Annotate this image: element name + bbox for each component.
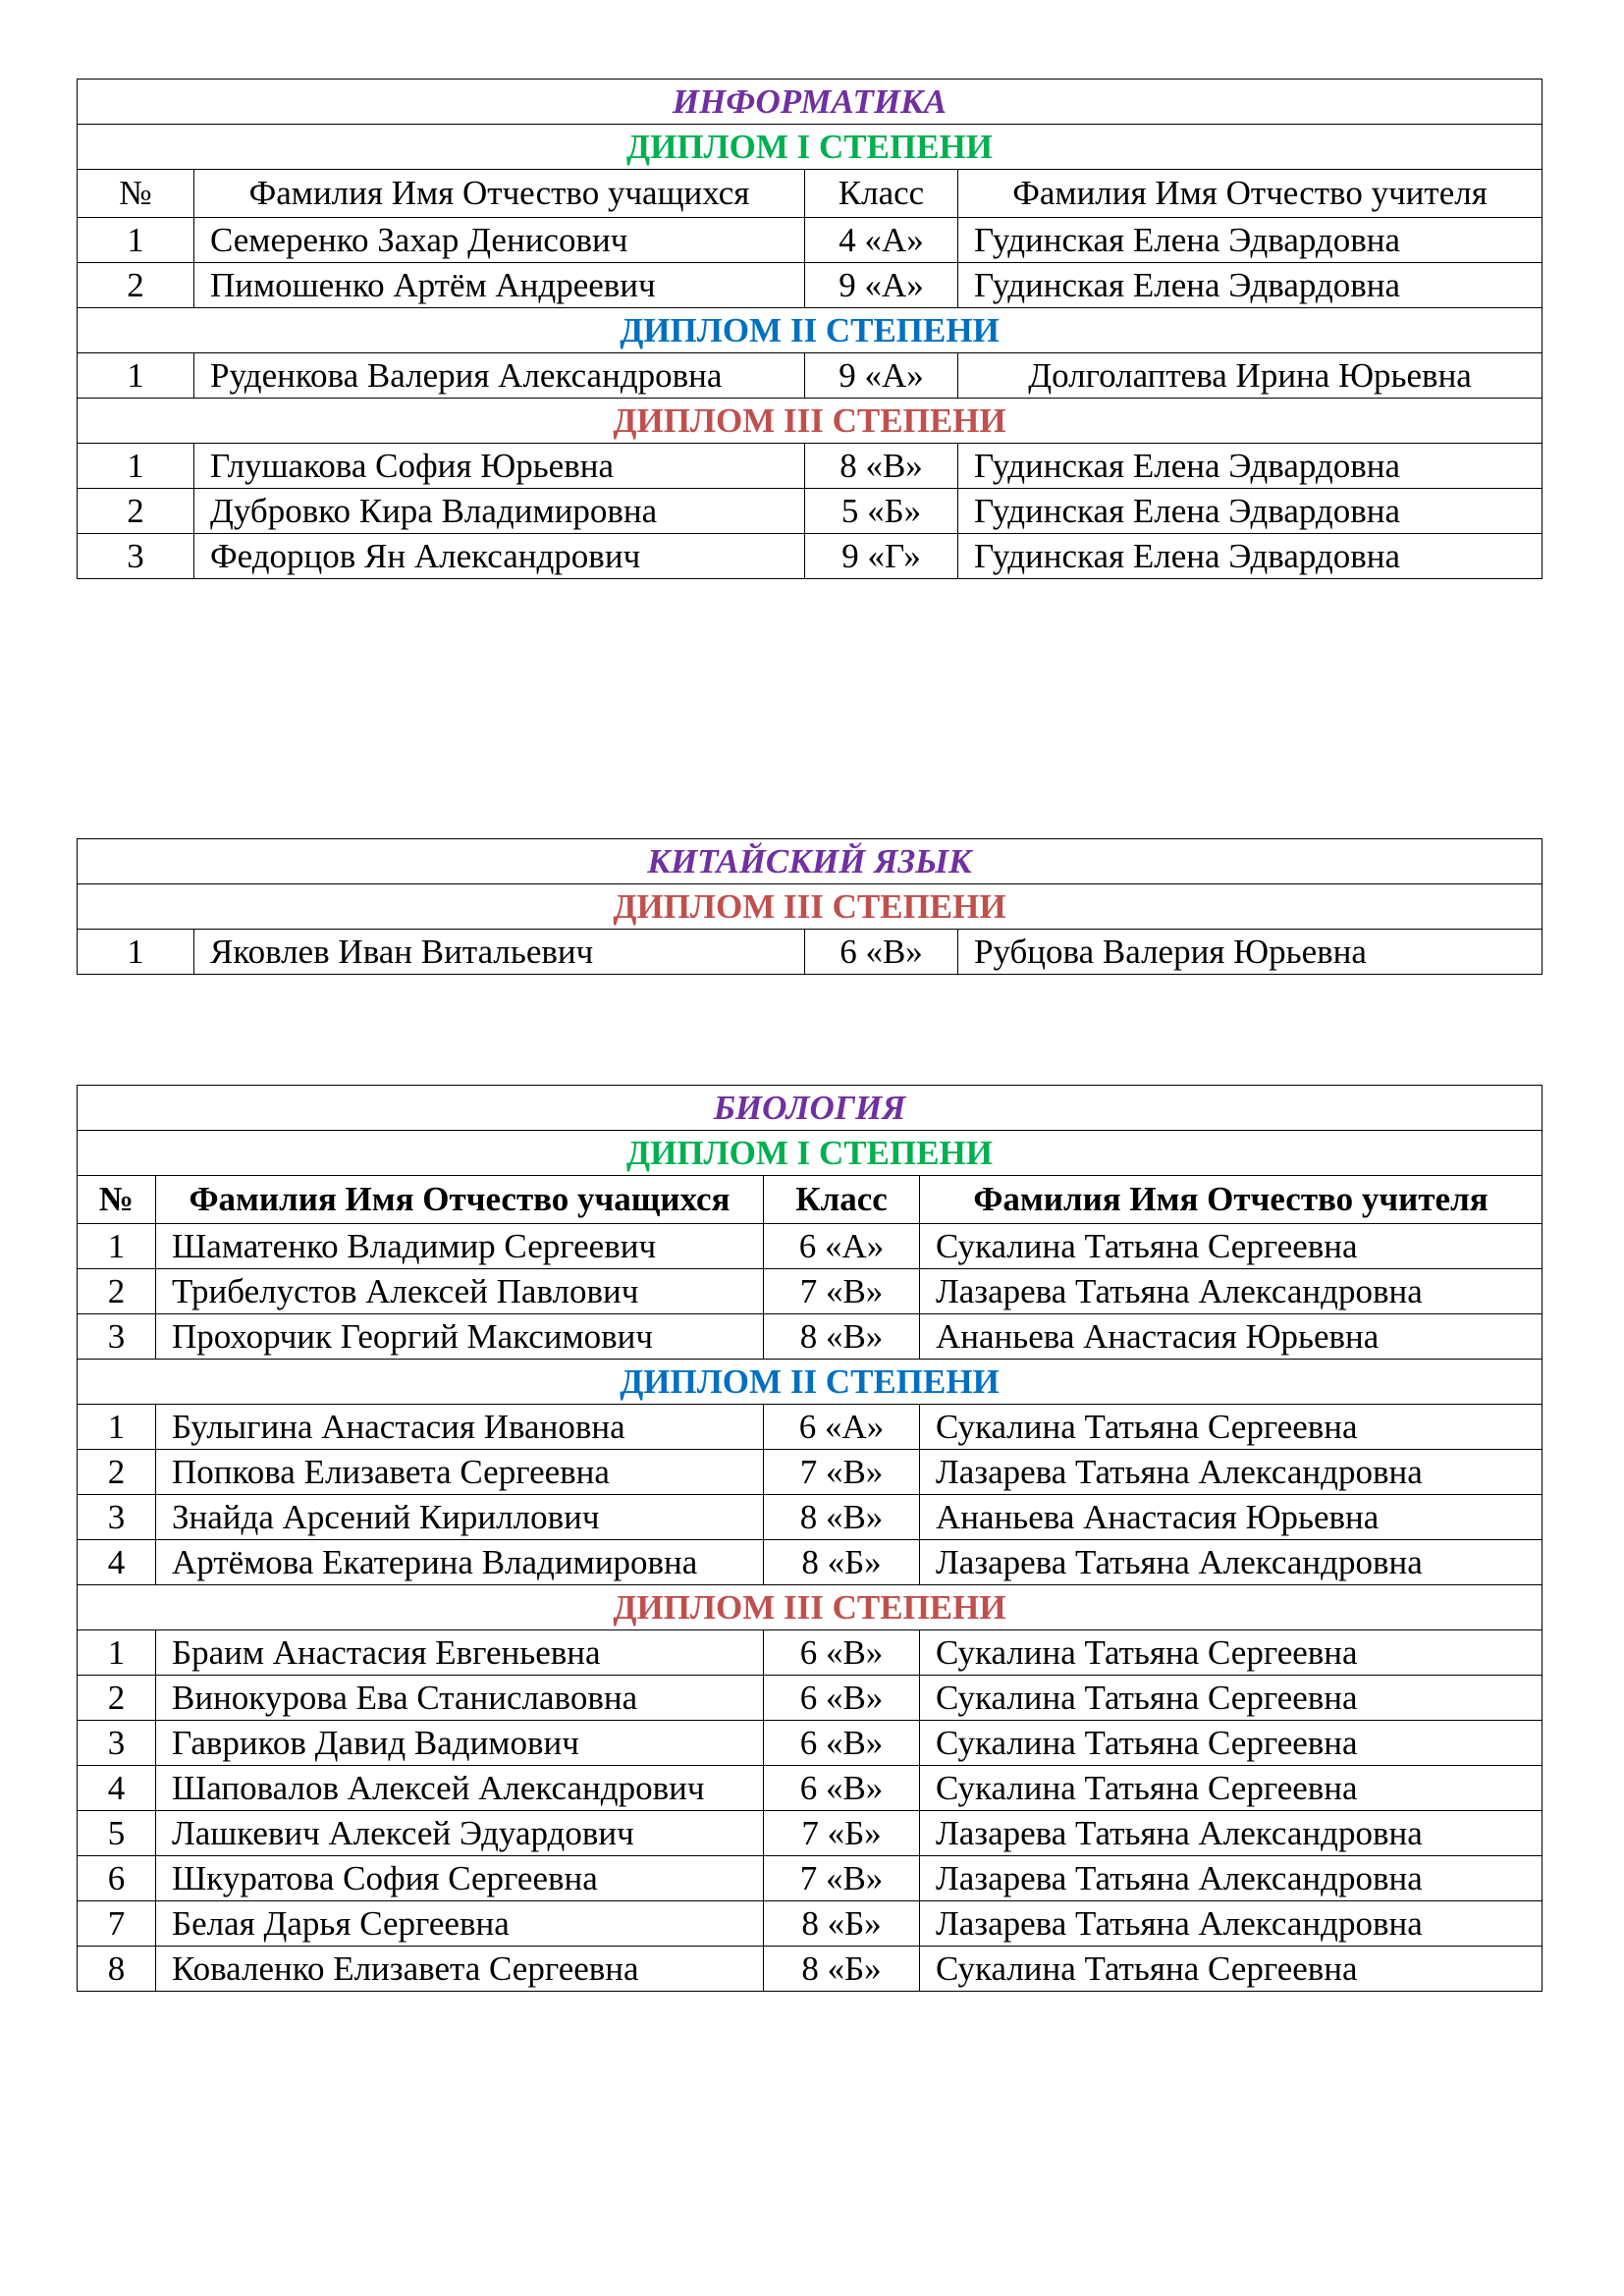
- row-student: Глушакова София Юрьевна: [194, 444, 805, 489]
- row-class: 9 «Г»: [805, 534, 958, 579]
- table-row: [78, 1947, 1543, 1992]
- table-row: [78, 218, 1543, 263]
- row-teacher: Гудинская Елена Эдвардовна: [958, 534, 1543, 579]
- row-num: 4: [78, 1766, 156, 1811]
- table-row: [78, 1405, 1543, 1450]
- row-student: Знайда Арсений Кириллович: [156, 1495, 764, 1540]
- diploma-1-heading: ДИПЛОМ I СТЕПЕНИ: [78, 125, 1543, 170]
- subject-title: КИТАЙСКИЙ ЯЗЫК: [78, 839, 1543, 884]
- diploma-2-heading: ДИПЛОМ II СТЕПЕНИ: [78, 308, 1543, 353]
- row-num: 3: [78, 1495, 156, 1540]
- header-class: Класс: [805, 170, 958, 218]
- row-teacher: Сукалина Татьяна Сергеевна: [920, 1766, 1543, 1811]
- chinese-table: [77, 838, 1543, 975]
- row-class: 9 «А»: [805, 353, 958, 399]
- row-teacher: Сукалина Татьяна Сергеевна: [920, 1405, 1543, 1450]
- row-class: 8 «В»: [764, 1495, 920, 1540]
- row-class: 6 «А»: [764, 1405, 920, 1450]
- header-num: №: [78, 170, 194, 218]
- row-student: Дубровко Кира Владимировна: [194, 489, 805, 534]
- table-row: [78, 1224, 1543, 1269]
- table-row: [78, 353, 1543, 399]
- row-class: 6 «В»: [764, 1766, 920, 1811]
- row-num: 5: [78, 1811, 156, 1856]
- row-class: 7 «В»: [764, 1856, 920, 1901]
- row-teacher: Ананьева Анастасия Юрьевна: [920, 1314, 1543, 1360]
- biology-table: [77, 1085, 1543, 1992]
- row-student: Яковлев Иван Витальевич: [194, 930, 805, 975]
- row-teacher: Гудинская Елена Эдвардовна: [958, 263, 1543, 308]
- table-row: [78, 1901, 1543, 1947]
- row-num: 7: [78, 1901, 156, 1947]
- table-row: [78, 1811, 1543, 1856]
- table-header-row: [78, 170, 1543, 218]
- row-teacher: Сукалина Татьяна Сергеевна: [920, 1947, 1543, 1992]
- row-student: Попкова Елизавета Сергеевна: [156, 1450, 764, 1495]
- row-num: 2: [78, 263, 194, 308]
- row-num: 3: [78, 534, 194, 579]
- row-student: Браим Анастасия Евгеньевна: [156, 1630, 764, 1676]
- row-teacher: Лазарева Татьяна Александровна: [920, 1811, 1543, 1856]
- row-student: Гавриков Давид Вадимович: [156, 1721, 764, 1766]
- row-class: 8 «В»: [805, 444, 958, 489]
- row-class: 4 «А»: [805, 218, 958, 263]
- row-teacher: Гудинская Елена Эдвардовна: [958, 489, 1543, 534]
- subject-title: БИОЛОГИЯ: [78, 1086, 1543, 1131]
- row-class: 7 «Б»: [764, 1811, 920, 1856]
- row-class: 9 «А»: [805, 263, 958, 308]
- row-teacher: Гудинская Елена Эдвардовна: [958, 444, 1543, 489]
- row-num: 6: [78, 1856, 156, 1901]
- table-row: [78, 1314, 1543, 1360]
- row-student: Лашкевич Алексей Эдуардович: [156, 1811, 764, 1856]
- row-teacher: Лазарева Татьяна Александровна: [920, 1856, 1543, 1901]
- table-row: [78, 1450, 1543, 1495]
- row-student: Булыгина Анастасия Ивановна: [156, 1405, 764, 1450]
- row-num: 1: [78, 1630, 156, 1676]
- row-num: 1: [78, 444, 194, 489]
- row-teacher: Лазарева Татьяна Александровна: [920, 1540, 1543, 1585]
- row-teacher: Сукалина Татьяна Сергеевна: [920, 1224, 1543, 1269]
- row-student: Шаповалов Алексей Александрович: [156, 1766, 764, 1811]
- table-row: [78, 1856, 1543, 1901]
- table-row: [78, 1495, 1543, 1540]
- row-class: 6 «В»: [805, 930, 958, 975]
- subject-title: ИНФОРМАТИКА: [78, 80, 1543, 125]
- row-teacher: Рубцова Валерия Юрьевна: [958, 930, 1543, 975]
- header-teacher: Фамилия Имя Отчество учителя: [920, 1176, 1543, 1224]
- row-num: 2: [78, 489, 194, 534]
- table-row: [78, 489, 1543, 534]
- table-row: [78, 1630, 1543, 1676]
- row-num: 1: [78, 218, 194, 263]
- header-teacher: Фамилия Имя Отчество учителя: [958, 170, 1543, 218]
- row-num: 2: [78, 1269, 156, 1314]
- row-student: Трибелустов Алексей Павлович: [156, 1269, 764, 1314]
- row-teacher: Ананьева Анастасия Юрьевна: [920, 1495, 1543, 1540]
- row-student: Шкуратова София Сергеевна: [156, 1856, 764, 1901]
- row-student: Федорцов Ян Александрович: [194, 534, 805, 579]
- row-num: 2: [78, 1450, 156, 1495]
- diploma-3-heading: ДИПЛОМ III СТЕПЕНИ: [78, 884, 1543, 930]
- row-num: 1: [78, 353, 194, 399]
- informatika-table: [77, 79, 1543, 579]
- table-row: [78, 930, 1543, 975]
- row-teacher: Сукалина Татьяна Сергеевна: [920, 1676, 1543, 1721]
- row-class: 8 «Б»: [764, 1901, 920, 1947]
- row-num: 4: [78, 1540, 156, 1585]
- row-teacher: Лазарева Татьяна Александровна: [920, 1901, 1543, 1947]
- row-class: 6 «В»: [764, 1676, 920, 1721]
- row-num: 1: [78, 930, 194, 975]
- row-student: Семеренко Захар Денисович: [194, 218, 805, 263]
- header-student: Фамилия Имя Отчество учащихся: [194, 170, 805, 218]
- row-class: 6 «В»: [764, 1630, 920, 1676]
- row-num: 2: [78, 1676, 156, 1721]
- row-class: 8 «Б»: [764, 1947, 920, 1992]
- row-num: 3: [78, 1721, 156, 1766]
- header-num: №: [78, 1176, 156, 1224]
- table-row: [78, 263, 1543, 308]
- row-student: Белая Дарья Сергеевна: [156, 1901, 764, 1947]
- table-row: [78, 1721, 1543, 1766]
- row-teacher: Долголаптева Ирина Юрьевна: [958, 353, 1543, 399]
- row-teacher: Сукалина Татьяна Сергеевна: [920, 1721, 1543, 1766]
- row-student: Артёмова Екатерина Владимировна: [156, 1540, 764, 1585]
- row-num: 8: [78, 1947, 156, 1992]
- row-teacher: Сукалина Татьяна Сергеевна: [920, 1630, 1543, 1676]
- row-class: 8 «Б»: [764, 1540, 920, 1585]
- table-row: [78, 1269, 1543, 1314]
- table-header-row: [78, 1176, 1543, 1224]
- diploma-3-heading: ДИПЛОМ III СТЕПЕНИ: [78, 399, 1543, 444]
- row-num: 1: [78, 1405, 156, 1450]
- row-student: Прохорчик Георгий Максимович: [156, 1314, 764, 1360]
- row-teacher: Лазарева Татьяна Александровна: [920, 1450, 1543, 1495]
- row-class: 7 «В»: [764, 1450, 920, 1495]
- table-row: [78, 534, 1543, 579]
- row-student: Руденкова Валерия Александровна: [194, 353, 805, 399]
- row-class: 5 «Б»: [805, 489, 958, 534]
- diploma-2-heading: ДИПЛОМ II СТЕПЕНИ: [78, 1360, 1543, 1405]
- table-row: [78, 1766, 1543, 1811]
- diploma-1-heading: ДИПЛОМ I СТЕПЕНИ: [78, 1131, 1543, 1176]
- row-teacher: Гудинская Елена Эдвардовна: [958, 218, 1543, 263]
- diploma-3-heading: ДИПЛОМ III СТЕПЕНИ: [78, 1585, 1543, 1630]
- row-student: Пимошенко Артём Андреевич: [194, 263, 805, 308]
- row-class: 6 «В»: [764, 1721, 920, 1766]
- row-num: 1: [78, 1224, 156, 1269]
- row-class: 6 «А»: [764, 1224, 920, 1269]
- row-teacher: Лазарева Татьяна Александровна: [920, 1269, 1543, 1314]
- table-row: [78, 444, 1543, 489]
- row-num: 3: [78, 1314, 156, 1360]
- header-class: Класс: [764, 1176, 920, 1224]
- table-row: [78, 1676, 1543, 1721]
- row-class: 7 «В»: [764, 1269, 920, 1314]
- row-class: 8 «В»: [764, 1314, 920, 1360]
- row-student: Шаматенко Владимир Сергеевич: [156, 1224, 764, 1269]
- header-student: Фамилия Имя Отчество учащихся: [156, 1176, 764, 1224]
- table-row: [78, 1540, 1543, 1585]
- row-student: Винокурова Ева Станиславовна: [156, 1676, 764, 1721]
- row-student: Коваленко Елизавета Сергеевна: [156, 1947, 764, 1992]
